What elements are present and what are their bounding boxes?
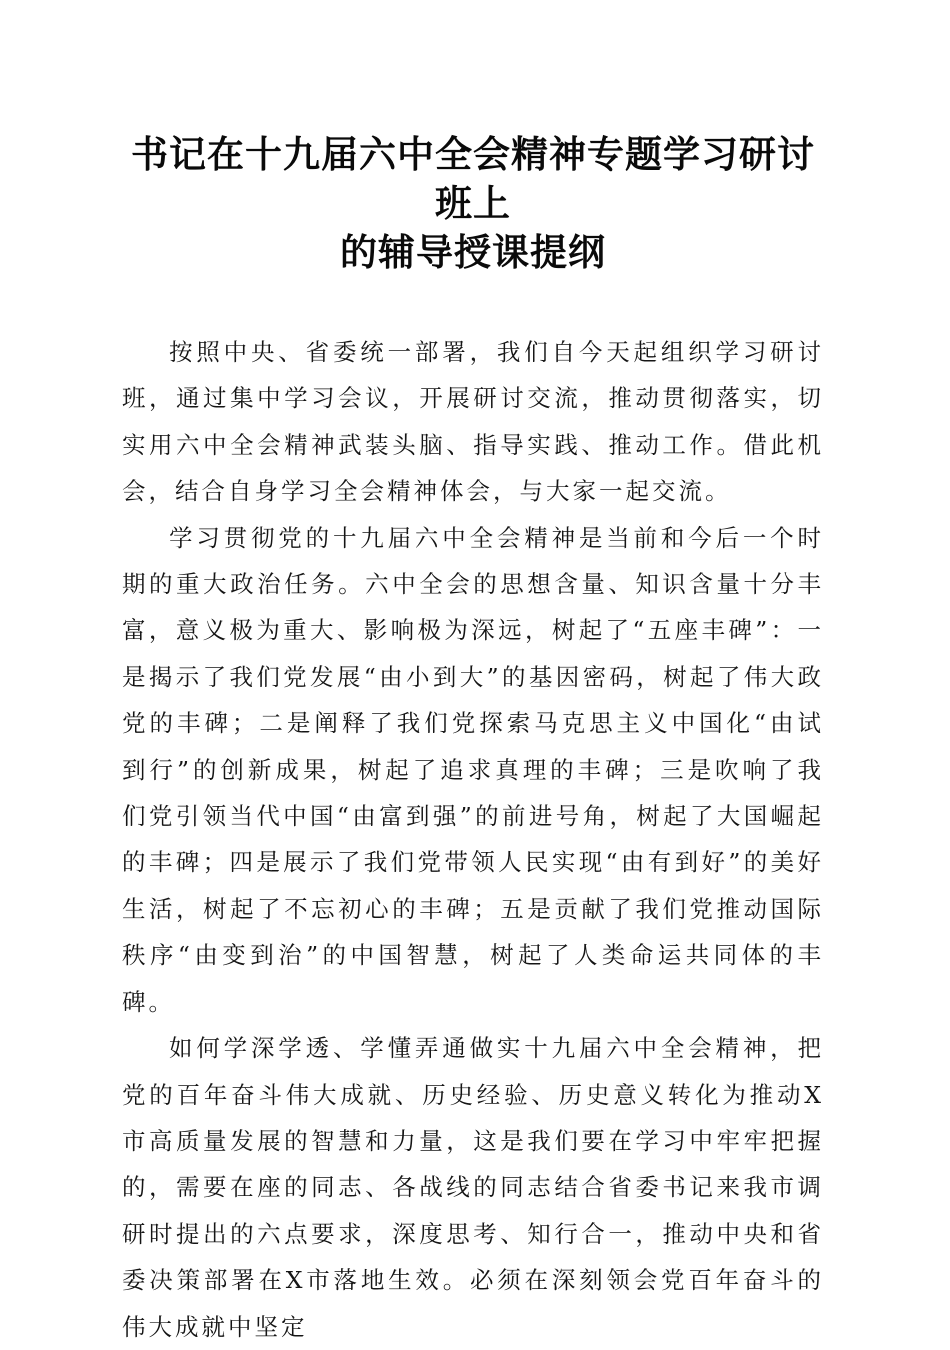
title-line-1: 书记在十九届六中全会精神专题学习研讨班上 bbox=[131, 132, 815, 225]
paragraph-how-to-study: 如何学深学透、学懂弄通做实十九届六中全会精神，把党的百年奋斗伟大成就、历史经验、历史意义转化为推动X市高质量发展的智慧和力量，这是我们要在学习中牢牢把握的，需要在座的同志、各战线的同志结合省委书记来我市调研时提出的六点要求，深度思考、知行合一，推动中央和省委决策部署在X市落地生效。必须在深刻领会党百年奋斗的伟大成就中坚定 bbox=[122, 1034, 824, 1341]
document-title bbox=[122, 130, 824, 277]
paragraph-five-monuments: 学习贯彻党的十九届六中全会精神是当前和今后一个时期的重大政治任务。六中全会的思想含量、知识含量十分丰富，意义极为重大、影响极为深远，树起了“五座丰碑”：一是揭示了我们党发展“由小到大”的基因密码，树起了伟大政党的丰碑；二是阐释了我们党探索马克思主义中国化“由试到行”的创新成果，树起了追求真理的丰碑；三是吹响了我们党引领当代中国“由富到强”的前进号角，树起了大国崛起的丰碑；四是展示了我们党带领人民实现“由有到好”的美好生活，树起了不忘初心的丰碑；五是贡献了我们党推动国际秩序“由变到治”的中国智慧，树起了人类命运共同体的丰碑。 bbox=[122, 523, 824, 1016]
paragraph-intro: 按照中央、省委统一部署，我们自今天起组织学习研讨班，通过集中学习会议，开展研讨交流，推动贯彻落实，切实用六中全会精神武装头脑、指导实践、推动工作。借此机会，结合自身学习全会精神体会，与大家一起交流。 bbox=[122, 338, 824, 506]
title-line-2: 的辅导授课提纲 bbox=[340, 230, 606, 274]
